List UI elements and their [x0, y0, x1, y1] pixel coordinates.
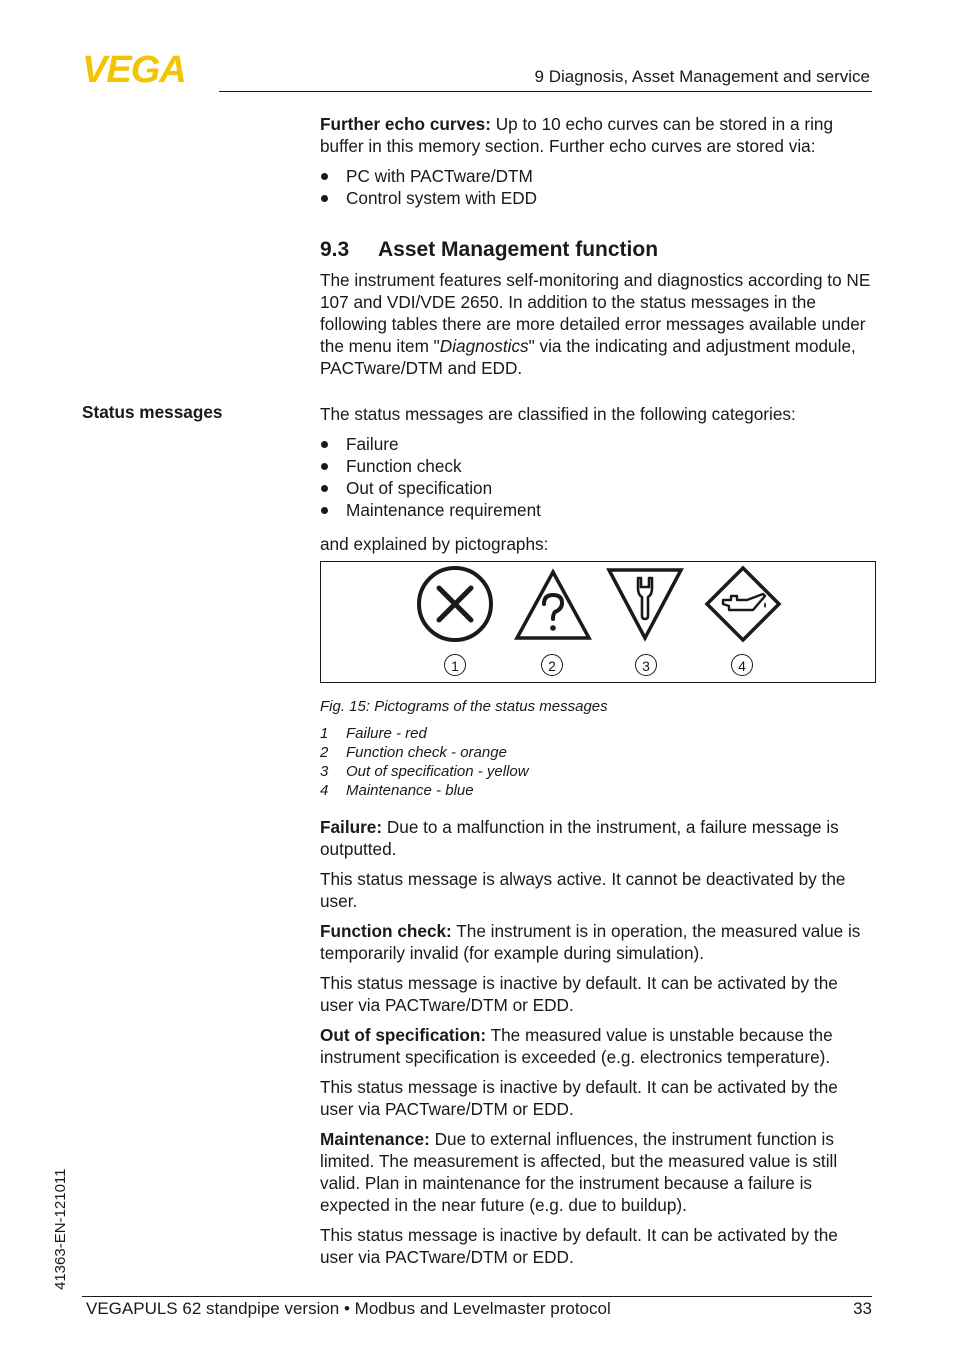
section-text-a: The instrument features self-monitoring and diagnostics according to NE 107 and VDI/VDE 2650. In addition to the status messages in the following tables there are more detailed error messages available under the menu item " — [320, 270, 871, 356]
maintenance-note: This status message is inactive by default. It can be activated by the user via PACTware/DTM or EDD. — [320, 1225, 838, 1267]
header-section-title: 9 Diagnosis, Asset Management and service — [534, 67, 870, 86]
maintenance-paragraph: Maintenance: Due to external influences, the instrument function is limited. The measurement is affected, but the measured value is still valid. Plan in maintenance for the instrument because a failure is expected in the near future (e.g. due to buildup). — [320, 1129, 838, 1215]
out-of-spec-wrench-icon — [605, 564, 685, 644]
function-check-paragraph: Function check: The instrument is in operation, the measured value is temporarily invalid (for example during simulation). — [320, 921, 861, 963]
failure-cross-icon — [415, 564, 495, 644]
section-title: Asset Management function — [378, 238, 659, 261]
list-item: PC with PACTware/DTM — [320, 165, 872, 187]
intro-text: Up to 10 echo curves can be stored in a ring buffer in this memory section. Further echo curves are stored via: — [320, 114, 834, 156]
legend-item: 2 Function check - orange — [320, 744, 507, 761]
list-item: Maintenance requirement — [320, 499, 872, 521]
intro-bullets — [320, 165, 872, 209]
list-item: Failure — [320, 433, 872, 455]
pictogram-label-3: 3 — [635, 654, 657, 676]
out-of-spec-lead: Out of specification: — [320, 1025, 487, 1045]
side-label-status-messages: Status messages — [82, 402, 223, 422]
intro-paragraph — [320, 113, 872, 157]
legend-item: 1 Failure - red — [320, 725, 427, 742]
figure-legend — [320, 724, 872, 800]
list-item: Control system with EDD — [320, 187, 872, 209]
pictogram-label-2: 2 — [541, 654, 563, 676]
status-categories — [320, 433, 872, 521]
section-number: 9.3 — [320, 238, 350, 261]
list-item: Function check — [320, 455, 872, 477]
figure-caption: Fig. 15: Pictograms of the status messages — [320, 698, 608, 715]
function-check-note: This status message is inactive by default. It can be activated by the user via PACTware/DTM or EDD. — [320, 973, 838, 1015]
header-divider — [219, 91, 872, 92]
status-intro: The status messages are classified in the following categories: — [320, 404, 796, 424]
footer-divider — [82, 1296, 872, 1297]
section-paragraph — [320, 269, 872, 379]
pictogram-label-1: 1 — [444, 654, 466, 676]
failure-note: This status message is always active. It cannot be deactivated by the user. — [320, 869, 846, 911]
list-item: Out of specification — [320, 477, 872, 499]
failure-lead: Failure: — [320, 817, 383, 837]
intro-lead: Further echo curves: — [320, 114, 491, 134]
out-of-spec-note: This status message is inactive by default. It can be activated by the user via PACTware/DTM or EDD. — [320, 1077, 838, 1119]
footer-doc-title: VEGAPULS 62 standpipe version • Modbus and Levelmaster protocol — [86, 1299, 611, 1318]
pictogram-label-4: 4 — [731, 654, 753, 676]
diagnostics-menu-item: Diagnostics — [439, 336, 529, 356]
vega-logo — [82, 52, 212, 84]
section-heading — [320, 237, 872, 263]
failure-paragraph: Failure: Due to a malfunction in the instrument, a failure message is outputted. — [320, 817, 839, 859]
pictogram-figure — [320, 561, 876, 683]
main-content — [320, 113, 872, 1276]
page-number: 33 — [853, 1299, 872, 1318]
legend-item: 4 Maintenance - blue — [320, 782, 474, 799]
section-text-b: " via the indicating and adjustment module, PACTware/DTM and EDD. — [320, 336, 856, 378]
pictographs-intro: and explained by pictographs: — [320, 534, 549, 554]
function-check-question-icon — [513, 564, 593, 644]
maintenance-lead: Maintenance: — [320, 1129, 430, 1149]
function-check-lead: Function check: — [320, 921, 452, 941]
legend-item: 3 Out of specification - yellow — [320, 763, 529, 780]
maintenance-oilcan-icon — [703, 564, 783, 644]
document-number: 41363-EN-121011 — [52, 1168, 69, 1290]
out-of-spec-paragraph: Out of specification: The measured value is unstable because the instrument specification is exceeded (e.g. electronics temperature). — [320, 1025, 833, 1067]
vega-logo-text: VEGA — [82, 52, 186, 84]
